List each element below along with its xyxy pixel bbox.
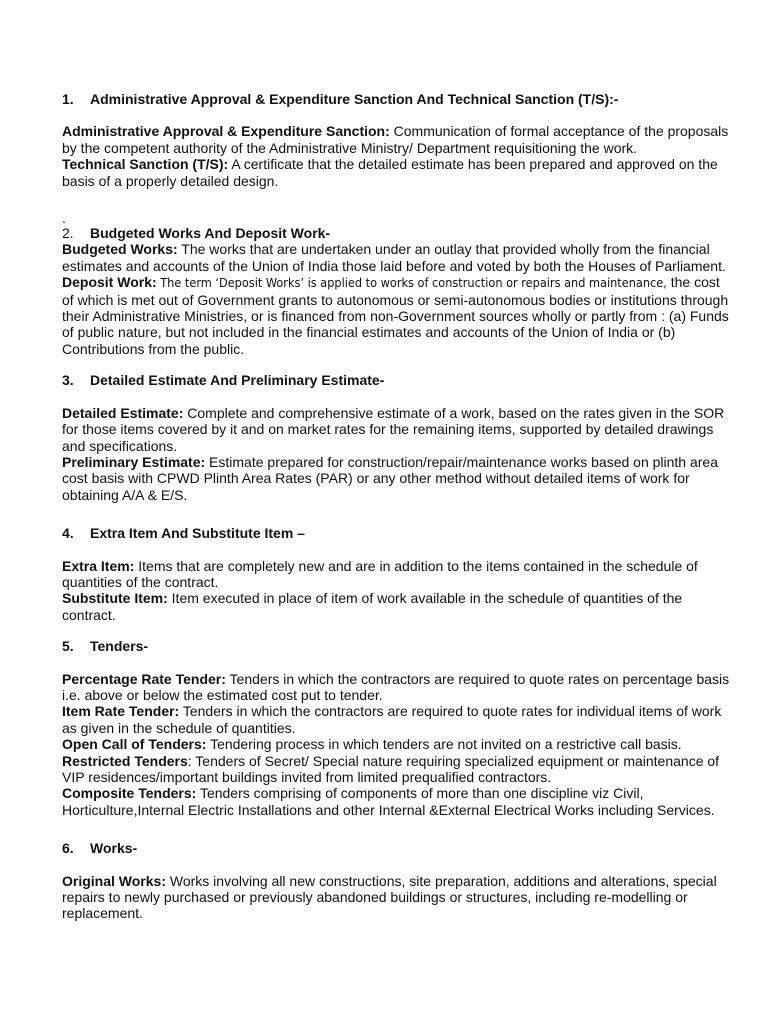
definition-paragraph <box>62 703 734 736</box>
section-heading <box>62 840 734 856</box>
section-heading <box>62 638 734 654</box>
definition-text: Works involving all new constructions, site preparation, additions and alterations, special repairs to newly purchased or previously abandoned buildings or structures, including re-modelling or replacement. <box>62 872 717 922</box>
definition-text: Tenders in which the contractors are required to quote rates on percentage basis i.e. above or below the estimated cost put to tender. <box>62 670 730 703</box>
definition-text: Tenders in which the contractors are required to quote rates for individual items of work as given in the schedule of quantities. <box>62 703 722 736</box>
definition-paragraph <box>62 241 734 274</box>
section-number: 1. <box>62 91 74 107</box>
definition-paragraph <box>62 405 734 454</box>
definition-paragraph <box>62 753 734 786</box>
section-number: 6. <box>62 840 74 857</box>
definition-paragraph <box>62 558 734 591</box>
definition-text-alt: The term ‘Deposit Works’ is applied to works of construction or repairs and maintenance, <box>156 275 667 291</box>
section-number: 4. <box>62 525 74 542</box>
section-title: Works- <box>90 840 138 857</box>
section-heading <box>62 225 734 241</box>
definition-text: Item executed in place of item of work available in the schedule of quantities of the contract. <box>62 590 683 623</box>
definition-term: Deposit Work: <box>62 274 157 291</box>
section-heading <box>62 91 734 107</box>
definition-paragraph <box>62 873 734 922</box>
section-title: Extra Item And Substitute Item – <box>90 525 305 542</box>
definition-text: the cost of which is met out of Government grants to autonomous or semi-autonomous bodies or institutions through their Administrative Ministries, or is financed from non-Government sources wholly or partly from : (a) Funds of public nature, but not included in the financial estimates and accounts of the Union of India or (b) Contributions from the public. <box>62 274 729 357</box>
section-title: Detailed Estimate And Preliminary Estimate- <box>90 372 385 389</box>
definition-paragraph <box>62 590 734 623</box>
definition-term: Item Rate Tender: <box>62 703 180 720</box>
definition-paragraph <box>62 123 734 156</box>
definition-paragraph <box>62 156 734 189</box>
definition-term: Budgeted Works: <box>62 241 178 258</box>
definition-text: : Tenders of Secret/ Special nature requiring specialized equipment or maintenance of VIP residences/important buildings invited from limited prequalified contractors. <box>62 752 720 785</box>
definition-term: Restricted Tenders <box>62 752 188 769</box>
definition-paragraph <box>62 274 734 357</box>
definition-paragraph <box>62 671 734 704</box>
section-title: Budgeted Works And Deposit Work- <box>90 225 331 242</box>
definition-paragraph <box>62 785 734 818</box>
definition-term: Extra Item: <box>62 557 135 574</box>
definition-text: Tendering process in which tenders are not invited on a restrictive call basis. <box>206 736 682 753</box>
definition-term: Open Call of Tenders: <box>62 736 207 753</box>
definition-term: Detailed Estimate: <box>62 404 184 421</box>
definition-text: Complete and comprehensive estimate of a work, based on the rates given in the SOR for those items covered by it and on market rates for the remaining items, supported by detailed drawings and specifications. <box>62 404 725 454</box>
stray-mark: . <box>62 210 66 227</box>
section-title: Administrative Approval & Expenditure Sanction And Technical Sanction (T/S):- <box>90 91 619 107</box>
section-heading <box>62 525 734 541</box>
definition-text: Tenders comprising of components of more than one discipline viz Civil, Horticulture,Internal Electric Installations and other Internal &External Electrical Works including Services. <box>62 785 715 818</box>
definition-text: A certificate that the detailed estimate has been prepared and approved on the basis of a properly detailed design. <box>62 156 718 189</box>
definition-term: Administrative Approval & Expenditure Sanction: <box>62 123 390 140</box>
definition-paragraph <box>62 454 734 503</box>
definition-text: Items that are completely new and are in addition to the items contained in the schedule of quantities of the contract. <box>62 557 698 590</box>
section-heading <box>62 372 734 388</box>
definition-term: Original Works: <box>62 872 166 889</box>
section-number: 2. <box>62 225 74 242</box>
section-number: 3. <box>62 372 74 389</box>
definition-term: Composite Tenders: <box>62 785 197 802</box>
definition-text: Communication of formal acceptance of the proposals by the competent authority of the Administrative Ministry/ Department requisitioning the work. <box>62 123 729 156</box>
definition-text: The works that are undertaken under an outlay that provided wholly from the financial estimates and accounts of the Union of India those laid before and voted by both the Houses of Parliament. <box>62 241 726 274</box>
definition-term: Substitute Item: <box>62 590 168 607</box>
definition-term: Percentage Rate Tender: <box>62 670 226 687</box>
section-number: 5. <box>62 638 74 655</box>
definition-term: Technical Sanction (T/S): <box>62 156 229 173</box>
definition-term: Preliminary Estimate: <box>62 453 206 470</box>
definition-paragraph <box>62 736 734 752</box>
section-title: Tenders- <box>90 638 149 655</box>
definition-text: Estimate prepared for construction/repair/maintenance works based on plinth area cost basis with CPWD Plinth Area Rates (PAR) or any other method without detailed items of work for obtaining A/A & E/S. <box>62 453 719 503</box>
document-page <box>62 91 734 922</box>
